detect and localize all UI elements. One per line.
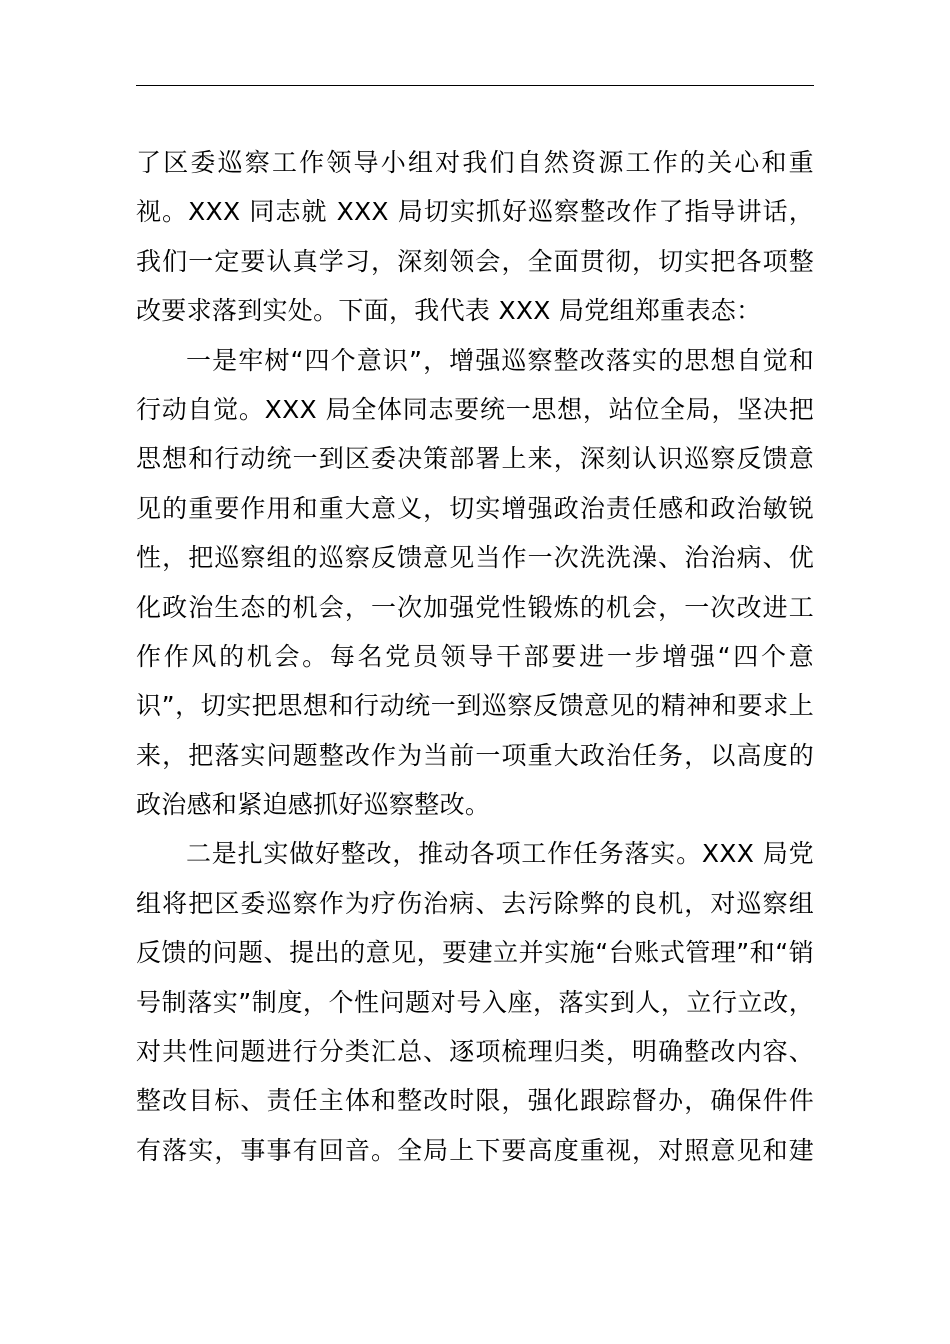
body-text: [136, 138, 814, 1175]
text-line: 对共性问题进行分类汇总、逐项梳理归类，明确整改内容、: [136, 1037, 814, 1067]
text-line: 思想和行动统一到区委决策部署上来，深刻认识巡察反馈意: [136, 444, 814, 474]
text-line: 识”，切实把思想和行动统一到巡察反馈意见的精神和要求上: [136, 691, 814, 721]
text-line: 政治感和紧迫感抓好巡察整改。: [136, 790, 491, 820]
text-line: 性，把巡察组的巡察反馈意见当作一次洗洗澡、治治病、优: [136, 543, 814, 573]
paragraph-1-first-line: 一是牢树“四个意识”，增强巡察整改落实的思想自觉和: [186, 345, 814, 375]
text-line: 组将把区委巡察作为疗伤治病、去污除弊的良机，对巡察组: [136, 888, 814, 918]
text-line: 改要求落到实处。下面，我代表 XXX 局党组郑重表态：: [136, 296, 762, 326]
text-line: 视。XXX 同志就 XXX 局切实抓好巡察整改作了指导讲话，: [136, 197, 814, 227]
text-line: 整改目标、责任主体和整改时限，强化跟踪督办，确保件件: [136, 1086, 814, 1116]
text-line: 见的重要作用和重大意义，切实增强政治责任感和政治敏锐: [136, 493, 814, 523]
text-line: 我们一定要认真学习，深刻领会，全面贯彻，切实把各项整: [136, 246, 814, 276]
header-rule: [136, 85, 814, 86]
text-line: 反馈的问题、提出的意见，要建立并实施“台账式管理”和“销: [136, 938, 814, 968]
text-line: 作作风的机会。每名党员领导干部要进一步增强“四个意: [136, 641, 814, 671]
text-line: 来，把落实问题整改作为当前一项重大政治任务，以高度的: [136, 740, 814, 770]
text-line: 号制落实”制度，个性问题对号入座，落实到人，立行立改，: [136, 987, 814, 1017]
text-line: 了区委巡察工作领导小组对我们自然资源工作的关心和重: [136, 148, 814, 177]
text-line: 有落实，事事有回音。全局上下要高度重视，对照意见和建: [136, 1135, 814, 1165]
text-line: 行动自觉。XXX 局全体同志要统一思想，站位全局，坚决把: [136, 394, 814, 424]
text-line: 化政治生态的机会，一次加强党性锻炼的机会，一次改进工: [136, 592, 814, 622]
paragraph-2-first-line: 二是扎实做好整改，推动各项工作任务落实。XXX 局党: [186, 839, 814, 869]
